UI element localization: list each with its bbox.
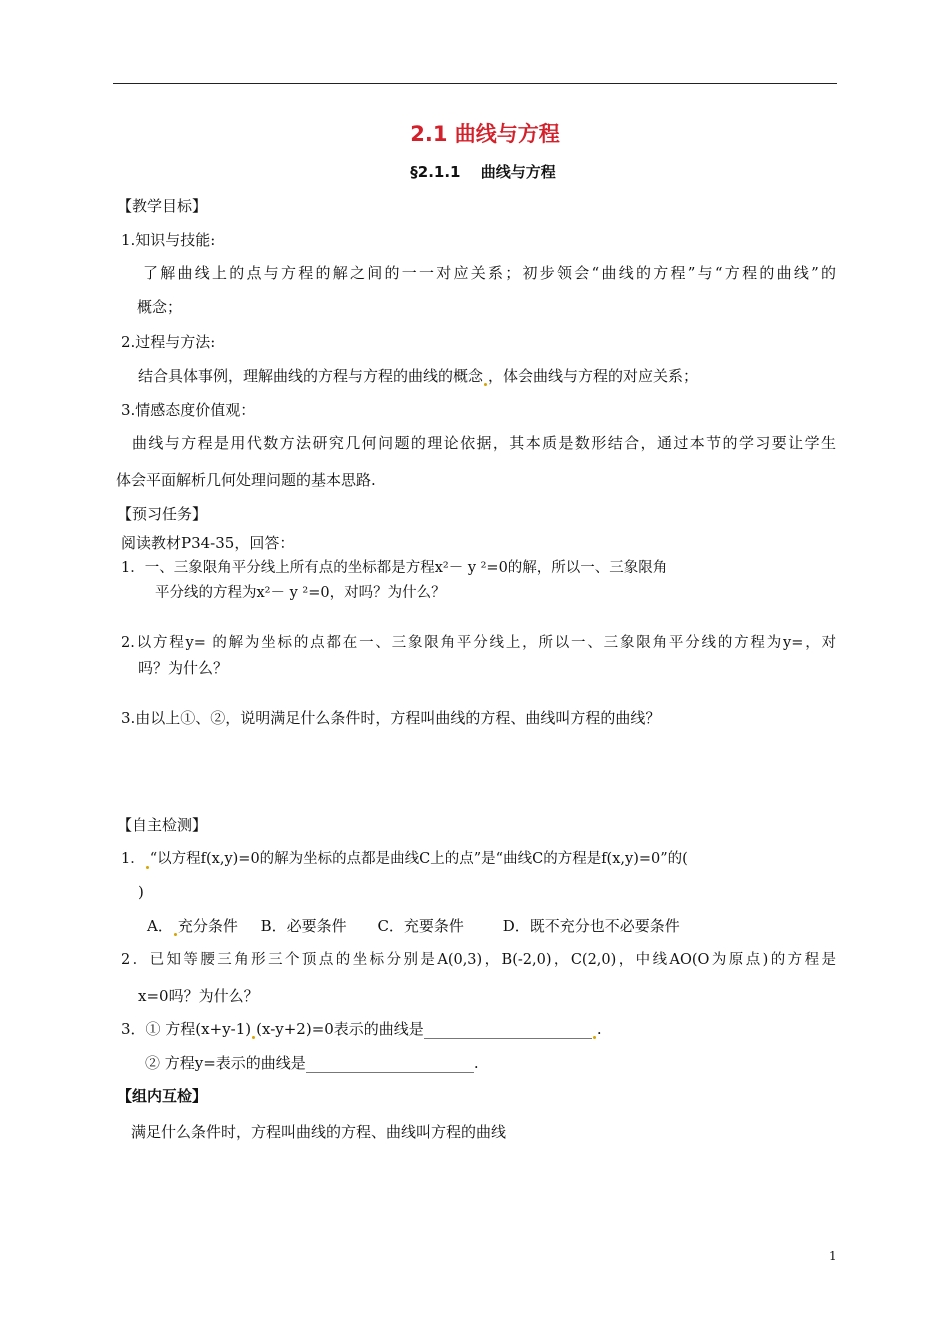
- answer-blank[interactable]: [306, 1056, 474, 1073]
- goal-attitude-text: 曲线与方程是用代数方法研究几何问题的理论依据，其本质是数形结合，通过本节的学习要让学生: [132, 434, 836, 452]
- mark-dot: [252, 1036, 255, 1039]
- group-heading: 【组内互检】: [117, 1087, 208, 1105]
- selfcheck-q2-cont: x=0吗？为什么？: [138, 987, 259, 1005]
- goal-knowledge-text: 了解曲线上的点与方程的解之间的一一对应关系；初步领会“曲线的方程”与“方程的曲线”的: [143, 264, 836, 282]
- mark-dot: [174, 933, 177, 936]
- mark-dot: [484, 383, 487, 386]
- preview-q2-cont: 吗？为什么？: [138, 659, 229, 677]
- answer-blank[interactable]: [424, 1022, 592, 1039]
- option-c: C．充要条件: [377, 917, 464, 935]
- goal-knowledge-text-cont: 概念；: [137, 298, 183, 316]
- header-rule: [113, 83, 837, 84]
- goal-knowledge: 1.知识与技能:: [121, 231, 216, 249]
- preview-q2: 2.以方程y= 的解为坐标的点都在一、三象限角平分线上，所以一、三象限角平分线的方程为y=，对: [121, 635, 836, 651]
- mark-dot: [146, 866, 149, 869]
- goals-heading: 【教学目标】: [117, 197, 208, 215]
- preview-q1-cont: 平分线的方程为x²－ y ²=0，对吗？为什么？: [155, 585, 446, 601]
- document-title: 2.1 曲线与方程: [410, 122, 560, 146]
- selfcheck-q1-options: [147, 916, 680, 936]
- selfcheck-q1-cont: ): [138, 883, 144, 901]
- preview-q3: 3.由以上①、②，说明满足什么条件时，方程叫曲线的方程、曲线叫方程的曲线？: [121, 709, 661, 727]
- preview-heading: 【预习任务】: [117, 505, 208, 523]
- option-a: A． 充分条件: [147, 917, 238, 935]
- mark-dot: [593, 1036, 596, 1039]
- goal-attitude-text-cont: 体会平面解析几何处理问题的基本思路.: [116, 471, 376, 489]
- selfcheck-q1: 1． “以方程f(x,y)=0的解为坐标的点都是曲线C上的点”是“曲线C的方程是f(x,y)=0”的(: [121, 851, 688, 867]
- option-d: D．既不充分也不必要条件: [502, 917, 680, 935]
- goal-process-text: 结合具体事例，理解曲线的方程与方程的曲线的概念 ，体会曲线与方程的对应关系；: [138, 367, 699, 385]
- group-text: 满足什么条件时，方程叫曲线的方程、曲线叫方程的曲线: [131, 1123, 507, 1141]
- selfcheck-q3-2: ② 方程y=表示的曲线是 .: [145, 1054, 479, 1072]
- section-subtitle: §2.1.1 曲线与方程: [410, 163, 556, 181]
- goal-attitude: 3.情感态度价值观：: [121, 401, 256, 419]
- selfcheck-q3-1: 3．① 方程(x+y-1) (x-y+2)=0表示的曲线是 .: [121, 1020, 602, 1038]
- page-number: 1: [829, 1249, 837, 1263]
- selfcheck-q2: 2．已知等腰三角形三个顶点的坐标分别是A(0,3)，B(-2,0)，C(2,0)，中线AO(O为原点)的方程是: [121, 952, 836, 968]
- preview-q1: 1．一、三象限角平分线上所有点的坐标都是方程x²－ y ²=0的解，所以一、三象限角: [121, 560, 668, 576]
- preview-intro: 阅读教材P34-35，回答：: [121, 534, 295, 552]
- goal-process: 2.过程与方法:: [121, 333, 216, 351]
- selfcheck-heading: 【自主检测】: [117, 816, 208, 834]
- option-b: B．必要条件: [260, 917, 347, 935]
